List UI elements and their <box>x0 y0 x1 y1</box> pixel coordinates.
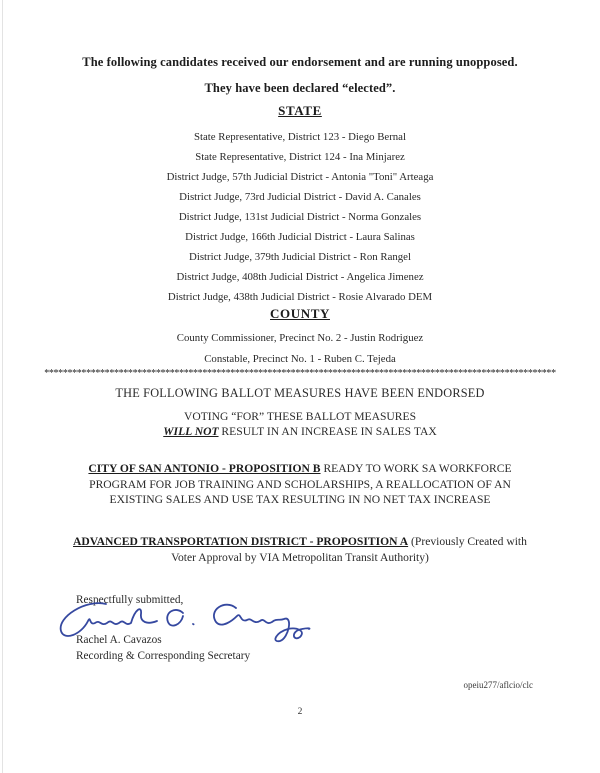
proposition-a-description: (Previously Created with Voter Approval by VIA Metropolitan Transit Authority) <box>171 535 527 564</box>
state-endorsement-list <box>0 127 600 307</box>
signatory-name: Rachel A. Cavazos <box>76 634 162 646</box>
list-item: District Judge, 57th Judicial District - Antonia "Toni" Arteaga <box>166 171 434 183</box>
county-section-heading: COUNTY <box>270 306 330 321</box>
voting-note-line1: VOTING “FOR” THESE BALLOT MEASURES <box>183 410 417 423</box>
state-section-heading: STATE <box>278 103 322 118</box>
proposition-a-title: ADVANCED TRANSPORTATION DISTRICT - PROPOSITION A <box>73 535 409 548</box>
county-endorsement-list <box>0 328 600 370</box>
ballot-measures-heading: THE FOLLOWING BALLOT MEASURES HAVE BEEN ENDORSED <box>115 386 485 400</box>
list-item: District Judge, 131st Judicial District - Norma Gonzales <box>178 211 422 223</box>
voting-note-line2-rest: RESULT IN AN INCREASE IN SALES TAX <box>218 425 437 438</box>
intro-line-1: The following candidates received our endorsement and are running unopposed. <box>82 55 518 69</box>
union-label: opeiu277/aflcio/clc <box>463 680 533 690</box>
list-item: District Judge, 408th Judicial District - Angelica Jimenez <box>176 271 424 283</box>
list-item: District Judge, 438th Judicial District - Rosie Alvarado DEM <box>167 291 433 303</box>
respectfully-submitted-text: Respectfully submitted, <box>76 594 184 606</box>
proposition-b-title: CITY OF SAN ANTONIO - PROPOSITION B <box>88 462 321 475</box>
list-item: District Judge, 166th Judicial District - Laura Salinas <box>185 231 415 243</box>
proposition-b-paragraph <box>65 461 535 508</box>
signatory-title: Recording & Corresponding Secretary <box>76 650 251 662</box>
proposition-b-description: READY TO WORK SA WORKFORCE PROGRAM FOR JOB TRAINING AND SCHOLARSHIPS, A REALLOCATION OF AN EXISTING SALES AND USE TAX RESULTING IN NO NET TAX INCREASE <box>89 462 512 506</box>
proposition-a-paragraph <box>61 534 539 565</box>
voting-note <box>0 409 600 439</box>
page-number: 2 <box>297 707 303 717</box>
list-item: District Judge, 73rd Judicial District - David A. Canales <box>179 191 421 203</box>
asterisk-divider: ************************************************************************************************************** <box>44 368 556 379</box>
list-item: State Representative, District 123 - Diego Bernal <box>194 131 406 143</box>
list-item: District Judge, 379th Judicial District - Ron Rangel <box>189 251 411 263</box>
intro-line-2: They have been declared “elected”. <box>204 81 396 95</box>
list-item: State Representative, District 124 - Ina Minjarez <box>195 151 405 163</box>
list-item: Constable, Precinct No. 1 - Ruben C. Tejeda <box>204 353 396 365</box>
will-not-emphasis: WILL NOT <box>163 425 219 438</box>
list-item: County Commissioner, Precinct No. 2 - Justin Rodriguez <box>176 332 424 344</box>
